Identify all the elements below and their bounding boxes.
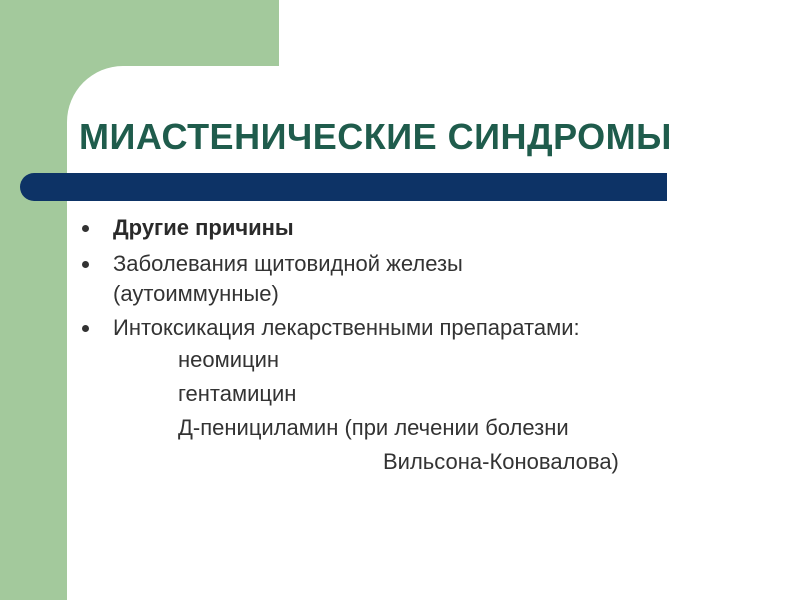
bullet-dot-icon	[82, 225, 89, 232]
bullet-text: Другие причины	[113, 215, 294, 240]
sub-item: неомицин	[178, 347, 280, 372]
sub-item: Д-пенициламин (при лечении болезни	[178, 415, 569, 440]
bullet-continuation: (аутоиммунные)	[113, 281, 279, 306]
slide-title: МИАСТЕНИЧЕСКИЕ СИНДРОМЫ	[79, 116, 672, 157]
bullet-dot-icon	[82, 261, 89, 268]
sub-item: гентамицин	[178, 381, 297, 406]
bullet-text: Интоксикация лекарственными препаратами:	[113, 315, 580, 340]
sub-item-continuation: Вильсона-Коновалова)	[383, 449, 619, 474]
bullet-text: Заболевания щитовидной железы	[113, 251, 463, 276]
bullet-dot-icon	[82, 325, 89, 332]
